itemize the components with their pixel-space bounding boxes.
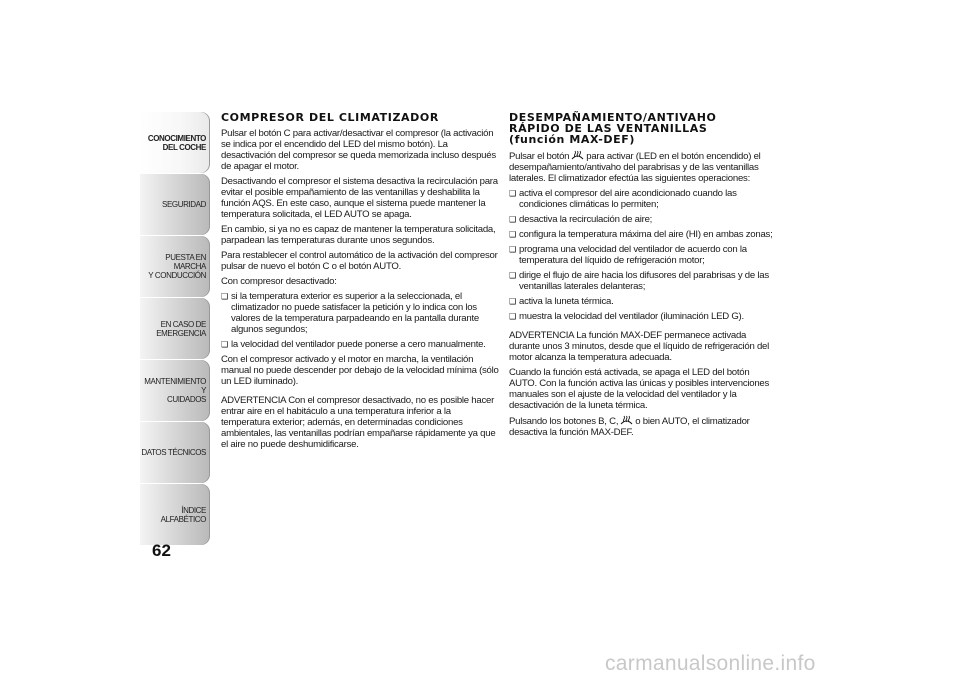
tab-label: CONOCIMIENTO DEL COCHE [147, 133, 206, 152]
list-item: ❑ desactiva la recirculación de aire; [509, 214, 777, 225]
paragraph: Con compresor desactivado: [221, 276, 337, 287]
text-fragment: para activar (LED en el botón encendido) el desempañamiento/antivaho del parabrisas y de las ventanillas laterales. El climatizador efectúa las siguientes operaciones: [509, 151, 761, 184]
list-item: ❑ programa una velocidad del ventilador de acuerdo con la temperatura del líquido de refrigeración motor; [509, 244, 777, 266]
list-item: ❑ activa la luneta térmica. [509, 296, 777, 307]
tab-datos-tecnicos[interactable] [140, 422, 210, 483]
windshield-defrost-icon [620, 415, 633, 425]
tab-indice-alfabetico[interactable] [140, 484, 210, 545]
tab-label: EN CASO DE EMERGENCIA [156, 319, 206, 338]
text-fragment: Pulsando los botones B, C, [509, 416, 619, 427]
tab-conocimiento-del-coche[interactable] [140, 112, 210, 173]
paragraph: Para restablecer el control automático de la activación del compresor pulsar de nuevo el botón C o el botón AUTO. [221, 250, 498, 272]
tab-puesta-en-marcha[interactable] [140, 236, 210, 297]
list-item: ❑ muestra la velocidad del ventilador (iluminación LED G). [509, 311, 777, 322]
paragraph [509, 415, 777, 438]
paragraph: Cuando la función está activada, se apaga el LED del botón AUTO. Con la función activa las únicas y posibles intervenciones manuales son el ajuste de la velocidad del ventilador y la desactivación de la luneta térmica. [509, 367, 770, 411]
text-fragment: Pulsar el botón [509, 151, 570, 162]
section-heading: COMPRESOR DEL CLIMATIZADOR [221, 111, 439, 124]
watermark-text: carmanualsonline.info [605, 652, 816, 675]
list-item: ❑ si la temperatura exterior es superior a la seleccionada, el climatizador no puede satisfacer la petición y lo indica con los valores de la temperatura parpadeando en la pantalla durante algunos segundos; [221, 291, 501, 335]
tab-label: SEGURIDAD [162, 200, 206, 209]
windshield-defrost-icon [571, 150, 584, 160]
paragraph: Desactivando el compresor el sistema desactiva la recirculación para evitar el posible empañamiento de las ventanillas y deshabilita la función AQS. En este caso, aunque el sistema puede mantener la temperatura solicitada, el LED AUTO se apaga. [221, 176, 498, 220]
list-item: ❑ configura la temperatura máxima del aire (HI) en ambas zonas; [509, 229, 777, 240]
tab-label: ÍNDICE ALFABÉTICO [160, 505, 206, 524]
warning-paragraph: ADVERTENCIA La función MAX-DEF permanece activada durante unos 3 minutos, desde que el líquido de refrigeración del motor alcanza la temperatura adecuada. [509, 330, 770, 363]
list-item: ❑ dirige el flujo de aire hacia los difusores del parabrisas y de las ventanillas laterales delanteras; [509, 270, 777, 292]
page-number: 62 [152, 541, 171, 560]
paragraph: En cambio, si ya no es capaz de mantener la temperatura solicitada, parpadean las temperaturas durante unos segundos. [221, 224, 496, 246]
bullet-list [509, 188, 777, 322]
defrost-section [509, 112, 777, 442]
text-fragment: o bien AUTO, el climatizador desactiva la función MAX-DEF. [509, 416, 750, 438]
section-heading: DESEMPAÑAMIENTO/ANTIVAHO RÁPIDO DE LAS VENTANILLAS (función MAX-DEF) [509, 111, 717, 146]
bullet-list [221, 291, 501, 350]
chapter-sidebar [140, 112, 210, 546]
paragraph [509, 150, 777, 184]
paragraph: Con el compresor activado y el motor en marcha, la ventilación manual no puede descender por debajo de la velocidad mínima (sólo un LED iluminado). [221, 354, 499, 387]
compressor-section [221, 112, 501, 454]
list-item: ❑ la velocidad del ventilador puede ponerse a cero manualmente. [221, 339, 501, 350]
tab-label: DATOS TÉCNICOS [141, 448, 206, 457]
list-item: ❑ activa el compresor del aire acondicionado cuando las condiciones climáticas lo permiten; [509, 188, 777, 210]
tab-seguridad[interactable] [140, 174, 210, 235]
tab-label: MANTENIMIENTO Y CUIDADOS [144, 377, 206, 404]
tab-label: PUESTA EN MARCHA Y CONDUCCIÓN [148, 253, 206, 280]
tab-en-caso-de-emergencia[interactable] [140, 298, 210, 359]
tab-mantenimiento[interactable] [140, 360, 210, 421]
paragraph: Pulsar el botón C para activar/desactivar el compresor (la activación se indica por el encendido del LED del mismo botón). La desactivación del compresor se queda memorizada incluso después de apagar el motor. [221, 128, 496, 172]
warning-paragraph: ADVERTENCIA Con el compresor desactivado, no es posible hacer entrar aire en el habitáculo a una temperatura inferior a la temperatura exterior; además, en determinadas condiciones ambientales, las ventanillas podrían empañarse rápidamente ya que el aire no puede deshumidificarse. [221, 395, 496, 450]
